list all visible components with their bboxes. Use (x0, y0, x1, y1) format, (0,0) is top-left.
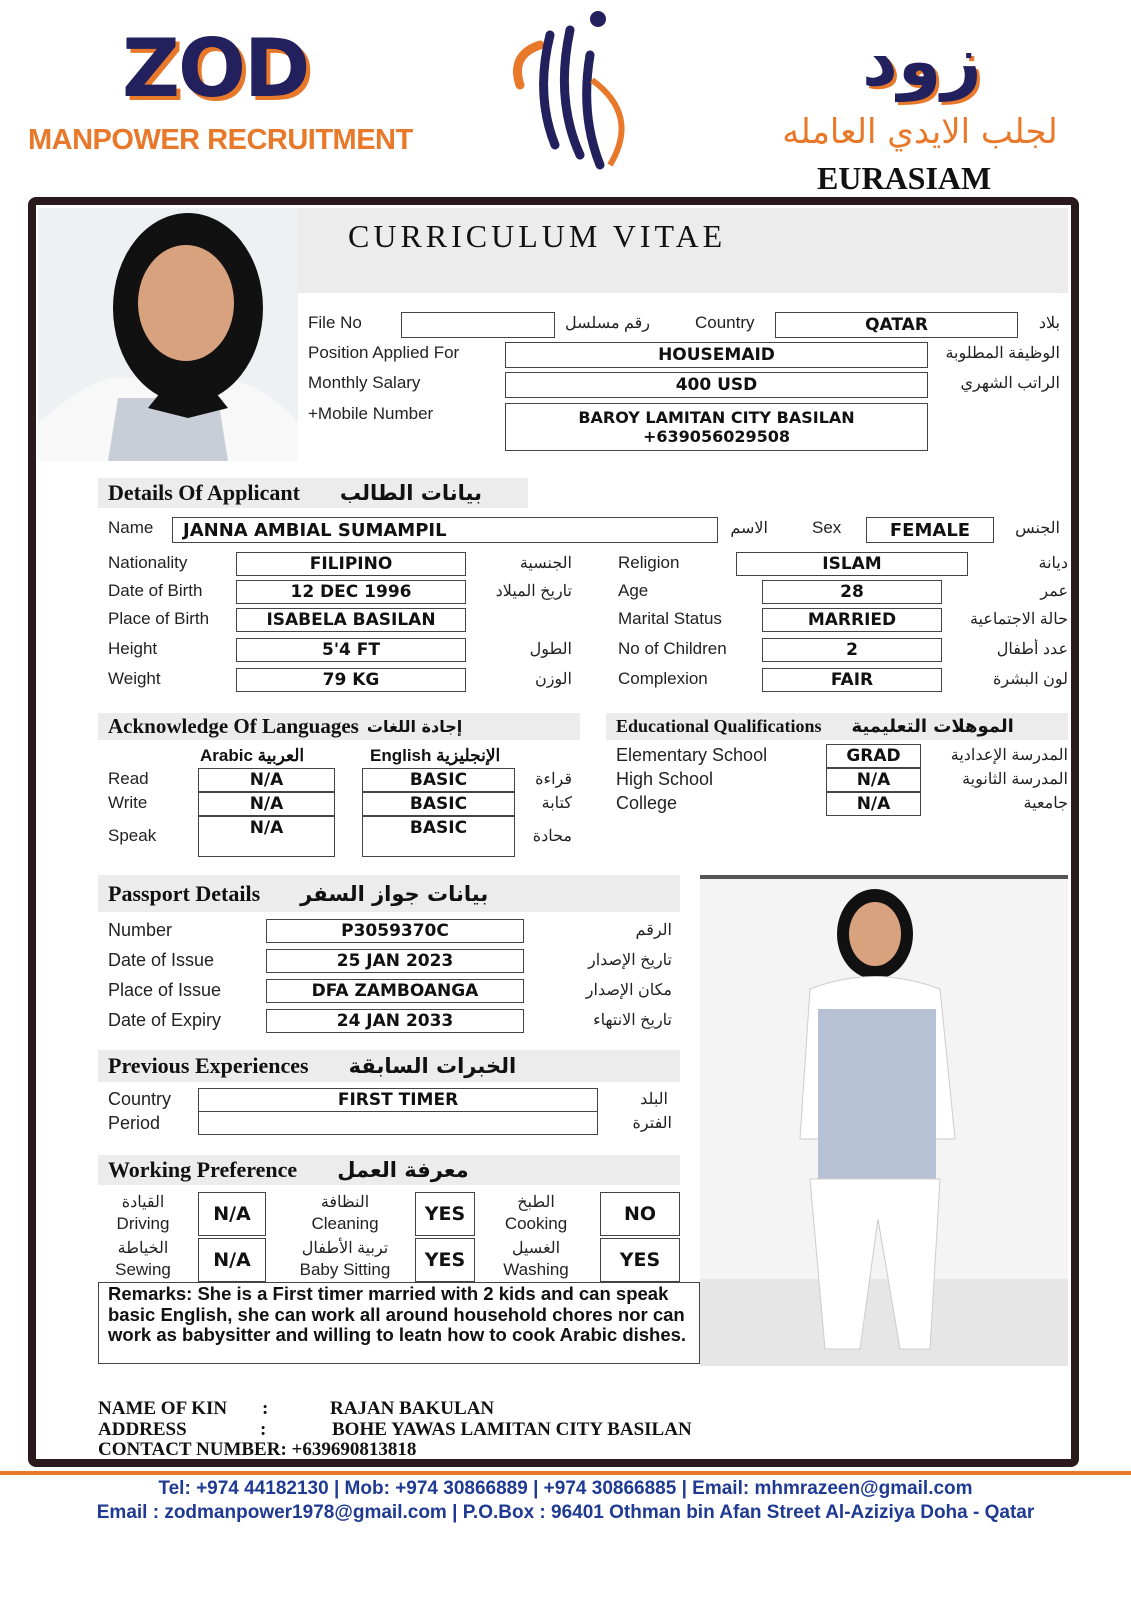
detail-label: Nationality (108, 553, 188, 572)
sex-label-ar: الجنس (1015, 520, 1060, 537)
passport-label: Date of Expiry (108, 1010, 222, 1030)
detail-field: ISLAM (736, 552, 968, 576)
footer-divider (0, 1471, 1131, 1475)
position-label: Position Applied For (308, 343, 460, 362)
remarks-box: Remarks: She is a First timer married with 2 kids and can speak basic English, she can work all around household chores nor can work as babysitter and willing to leatn how to cook Arabic dishes. (98, 1282, 700, 1364)
detail-label: Religion (618, 553, 680, 572)
detail-field: 28 (762, 580, 942, 604)
passport-label-ar: الرقم (635, 922, 672, 939)
detail-label: No of Children (618, 639, 727, 658)
kin-contact-label: CONTACT NUMBER: (98, 1439, 287, 1460)
name-label: Name (108, 518, 154, 537)
passport-label: Date of Issue (108, 950, 215, 970)
col-arabic: Arabic (200, 746, 253, 765)
passport-field: DFA ZAMBOANGA (266, 979, 524, 1003)
logo-ar: زود (862, 20, 982, 102)
kin-colon: : (260, 1419, 267, 1440)
exp-period-label: Period (108, 1113, 161, 1133)
language-skill-label: Speak (108, 826, 157, 845)
country-label: Country (695, 313, 755, 332)
language-skill-label: Write (108, 793, 148, 812)
work-label: Sewing (115, 1260, 171, 1279)
kin-contact-number: +639690813818 (291, 1439, 417, 1460)
detail-field: FAIR (762, 668, 942, 692)
work-value-field: YES (600, 1238, 680, 1282)
salary-label-ar: الراتب الشهري (960, 375, 1060, 392)
passport-label: Number (108, 920, 173, 940)
work-label: Driving (116, 1214, 170, 1233)
file-no-field (401, 312, 555, 338)
exp-country-label: Country (108, 1089, 172, 1109)
mobile-label: +Mobile Number (308, 404, 434, 423)
position-label-ar: الوظيفة المطلوبة (945, 345, 1060, 362)
footer-address-line: Email : zodmanpower1978@gmail.com | P.O.Box : 96401 Othman bin Afan Street Al-Aziziya Doha - Qatar (96, 1502, 1035, 1523)
mobile-number: +639056029508 (643, 427, 790, 446)
detail-label: Weight (108, 669, 161, 688)
detail-label: Height (108, 639, 158, 658)
detail-field: ISABELA BASILAN (236, 608, 466, 632)
detail-label: Marital Status (618, 609, 722, 628)
portrait-placeholder-icon (38, 208, 298, 461)
passport-title: Passport Details (108, 880, 261, 906)
passport-label-ar: تاريخ الانتهاء (593, 1012, 672, 1029)
full-body-placeholder-icon (700, 879, 1068, 1366)
english-column-header (370, 746, 500, 766)
work-value-field: N/A (198, 1192, 266, 1236)
detail-label-ar: عمر (1040, 583, 1068, 600)
passport-section-header (98, 875, 680, 912)
arabic-level-field: N/A (198, 792, 335, 816)
passport-label: Place of Issue (108, 980, 222, 1000)
arabic-column-header (200, 746, 304, 766)
kin-address-label: ADDRESS (98, 1419, 187, 1440)
detail-label-ar: لون البشرة (993, 671, 1068, 688)
experience-section-header (98, 1050, 680, 1082)
sex-label: Sex (812, 518, 842, 537)
exp-country-label-ar: البلد (640, 1091, 668, 1108)
detail-field: FILIPINO (236, 552, 466, 576)
file-no-label-ar: رقم مسلسل (565, 315, 650, 332)
position-field: HOUSEMAID (505, 342, 928, 368)
logo-zod: ZOD (122, 22, 309, 115)
work-label: Baby Sitting (299, 1260, 391, 1279)
work-label-ar: القيادة (121, 1194, 165, 1211)
passport-label-ar: مكان الإصدار (585, 982, 672, 999)
passport-label-ar: تاريخ الإصدار (587, 952, 672, 969)
work-value-field: NO (600, 1192, 680, 1236)
arabic-level-field: N/A (198, 768, 335, 792)
footer-contact-line: Tel: +974 44182130 | Mob: +974 30866889 | +974 30866885 | Email: mhmrazeen@gmail.com (158, 1478, 973, 1499)
country-label-ar: بلاد (1038, 315, 1060, 332)
education-label-ar: المدرسة الإعدادية (950, 747, 1068, 764)
passport-field: 24 JAN 2033 (266, 1009, 524, 1033)
kin-contact (98, 1439, 416, 1461)
col-arabic-ar: العربية (257, 746, 305, 765)
detail-label-ar: الوزن (534, 671, 572, 688)
experience-title-ar: الخبرات السابقة (348, 1054, 517, 1078)
kin-name-label: NAME OF KIN (98, 1398, 228, 1419)
education-field: GRAD (826, 744, 921, 768)
applicant-portrait-photo (38, 208, 298, 461)
tagline-en: MANPOWER RECRUITMENT (28, 124, 413, 156)
details-title: Details Of Applicant (108, 480, 300, 505)
name-field: JANNA AMBIAL SUMAMPIL (172, 517, 718, 543)
work-label: Cooking (504, 1214, 568, 1233)
education-section-header (606, 713, 1068, 740)
passport-title-ar: بيانات جواز السفر (300, 881, 489, 906)
work-value-field: YES (415, 1238, 475, 1282)
detail-field: MARRIED (762, 608, 942, 632)
name-label-ar: الاسم (730, 520, 768, 537)
languages-title-ar: إجادة اللغات (366, 717, 463, 736)
col-english: English (370, 746, 432, 765)
education-label: College (616, 793, 678, 813)
mobile-address-field (505, 403, 928, 451)
file-no-label: File No (308, 313, 362, 332)
education-title-ar: الموهلات التعليمية (851, 716, 1014, 737)
kin-colon: : (262, 1398, 269, 1419)
arabic-level-field: N/A (198, 816, 335, 857)
detail-field: 79 KG (236, 668, 466, 692)
language-skill-label-ar: قراءة (535, 771, 572, 788)
detail-label-ar: الطول (529, 641, 572, 658)
sex-field: FEMALE (866, 517, 994, 543)
english-level-field: BASIC (362, 792, 515, 816)
brand-emblem-icon (500, 5, 640, 180)
detail-field: 2 (762, 638, 942, 662)
detail-label: Age (618, 581, 649, 600)
applicant-full-body-photo (700, 875, 1068, 1366)
details-title-ar: بيانات الطالب (339, 481, 482, 505)
salary-label: Monthly Salary (308, 373, 421, 392)
detail-label: Date of Birth (108, 581, 203, 600)
salary-field: 400 USD (505, 372, 928, 398)
education-label: High School (616, 769, 714, 789)
working-title-ar: معرفة العمل (337, 1158, 469, 1182)
working-title: Working Preference (108, 1157, 298, 1182)
work-label-ar: النظافة (320, 1194, 370, 1211)
country-field: QATAR (775, 312, 1018, 338)
education-title: Educational Qualifications (616, 716, 822, 736)
detail-label-ar: حالة الاجتماعية (969, 611, 1068, 628)
work-label-ar: الغسيل (511, 1240, 561, 1257)
experience-title: Previous Experiences (108, 1053, 309, 1078)
work-label: Washing (503, 1260, 569, 1279)
education-field: N/A (826, 768, 921, 792)
work-label: Cleaning (311, 1214, 379, 1233)
detail-label-ar: الجنسية (519, 555, 572, 572)
education-label-ar: المدرسة الثانوية (962, 771, 1068, 788)
work-value-field: YES (415, 1192, 475, 1236)
exp-country-field: FIRST TIMER (198, 1088, 598, 1112)
exp-period-field (198, 1111, 598, 1135)
work-label-ar: تربية الأطفال (301, 1240, 389, 1257)
work-label-ar: الطبخ (517, 1194, 555, 1211)
english-level-field: BASIC (362, 816, 515, 857)
education-label-ar: جامعية (1023, 795, 1068, 812)
passport-field: 25 JAN 2023 (266, 949, 524, 973)
detail-label-ar: ديانة (1038, 555, 1068, 572)
work-value-field: N/A (198, 1238, 266, 1282)
detail-label-ar: تاريخ الميلاد (495, 583, 572, 600)
details-section-header (98, 478, 528, 508)
languages-title: Acknowledge Of Languages (108, 714, 359, 738)
kin-address: BOHE YAWAS LAMITAN CITY BASILAN (332, 1419, 692, 1440)
detail-label: Place of Birth (108, 609, 210, 628)
detail-label: Complexion (618, 669, 708, 688)
address-line: BAROY LAMITAN CITY BASILAN (578, 408, 855, 427)
education-field: N/A (826, 792, 921, 816)
passport-field: P3059370C (266, 919, 524, 943)
detail-field: 12 DEC 1996 (236, 580, 466, 604)
brand-eurasiam: EURASIAM (817, 160, 992, 196)
english-level-field: BASIC (362, 768, 515, 792)
language-skill-label: Read (108, 769, 149, 788)
tagline-ar: لجلب الايدي العامله (782, 112, 1058, 152)
working-section-header (98, 1155, 680, 1185)
col-english-ar: الإنجليزية (436, 746, 501, 765)
kin-name: RAJAN BAKULAN (330, 1398, 495, 1419)
page-title: CURRICULUM VITAE (348, 218, 727, 254)
language-skill-label-ar: محادة (532, 828, 572, 845)
education-label: Elementary School (616, 745, 768, 765)
detail-field: 5'4 FT (236, 638, 466, 662)
language-skill-label-ar: كتابة (541, 795, 572, 812)
exp-period-label-ar: الفترة (632, 1115, 672, 1132)
languages-section-header (98, 713, 580, 740)
work-label-ar: الخياطة (117, 1240, 169, 1257)
detail-label-ar: عدد أطفال (996, 641, 1068, 658)
